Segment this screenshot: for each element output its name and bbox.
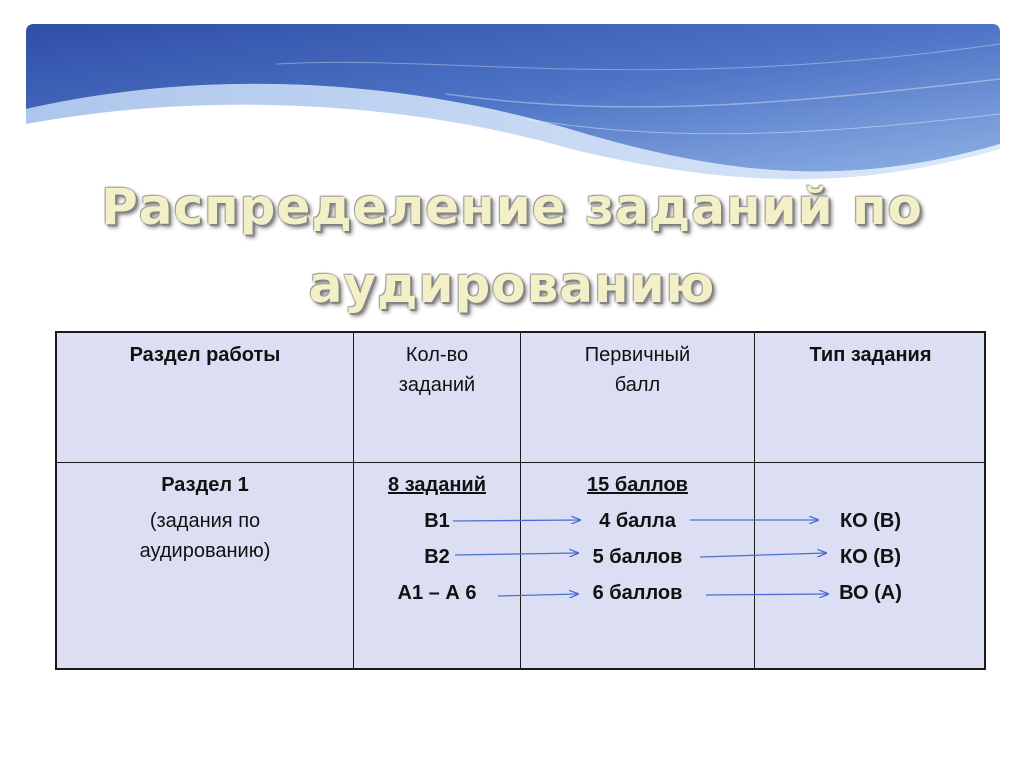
score-row-2: 5 баллов: [592, 546, 683, 568]
task-a1-a6: А1 – А 6: [397, 582, 477, 604]
column-divider: [754, 333, 755, 668]
section-name: Раздел 1: [161, 474, 249, 496]
title-line-2: аудированию: [308, 256, 716, 314]
header-count-line-2: заданий: [398, 374, 476, 396]
header-score: [521, 340, 754, 400]
header-section: [57, 340, 353, 370]
page-title: [0, 168, 1024, 324]
count-total: 8 заданий: [388, 474, 486, 496]
header-score-line-2: балл: [614, 374, 661, 396]
title-line-1: Распределение заданий по: [101, 178, 923, 236]
section-desc-line-2: аудированию): [139, 540, 271, 562]
section-desc-line-1: (задания по: [149, 510, 261, 532]
score-row-1: 4 балла: [599, 510, 676, 532]
header-wave-banner: [26, 24, 1000, 184]
header-score-line-1: Первичный: [584, 344, 691, 366]
row-divider: [57, 462, 984, 463]
header-count-line-1: Кол-во: [405, 344, 469, 366]
score-row-3: 6 баллов: [592, 582, 683, 604]
header-type: [755, 340, 986, 370]
header-type-text: Тип задания: [809, 344, 932, 366]
task-b2: В2: [424, 546, 450, 568]
header-section-text: Раздел работы: [129, 344, 281, 366]
type-row-3: ВО (А): [839, 582, 902, 604]
section-cell: [57, 470, 353, 566]
header-count: [354, 340, 520, 400]
score-total: 15 баллов: [587, 474, 688, 496]
type-row-2: КО (В): [839, 546, 902, 568]
task-b1: В1: [424, 510, 450, 532]
distribution-table: [55, 331, 986, 670]
type-row-1: КО (В): [839, 510, 902, 532]
